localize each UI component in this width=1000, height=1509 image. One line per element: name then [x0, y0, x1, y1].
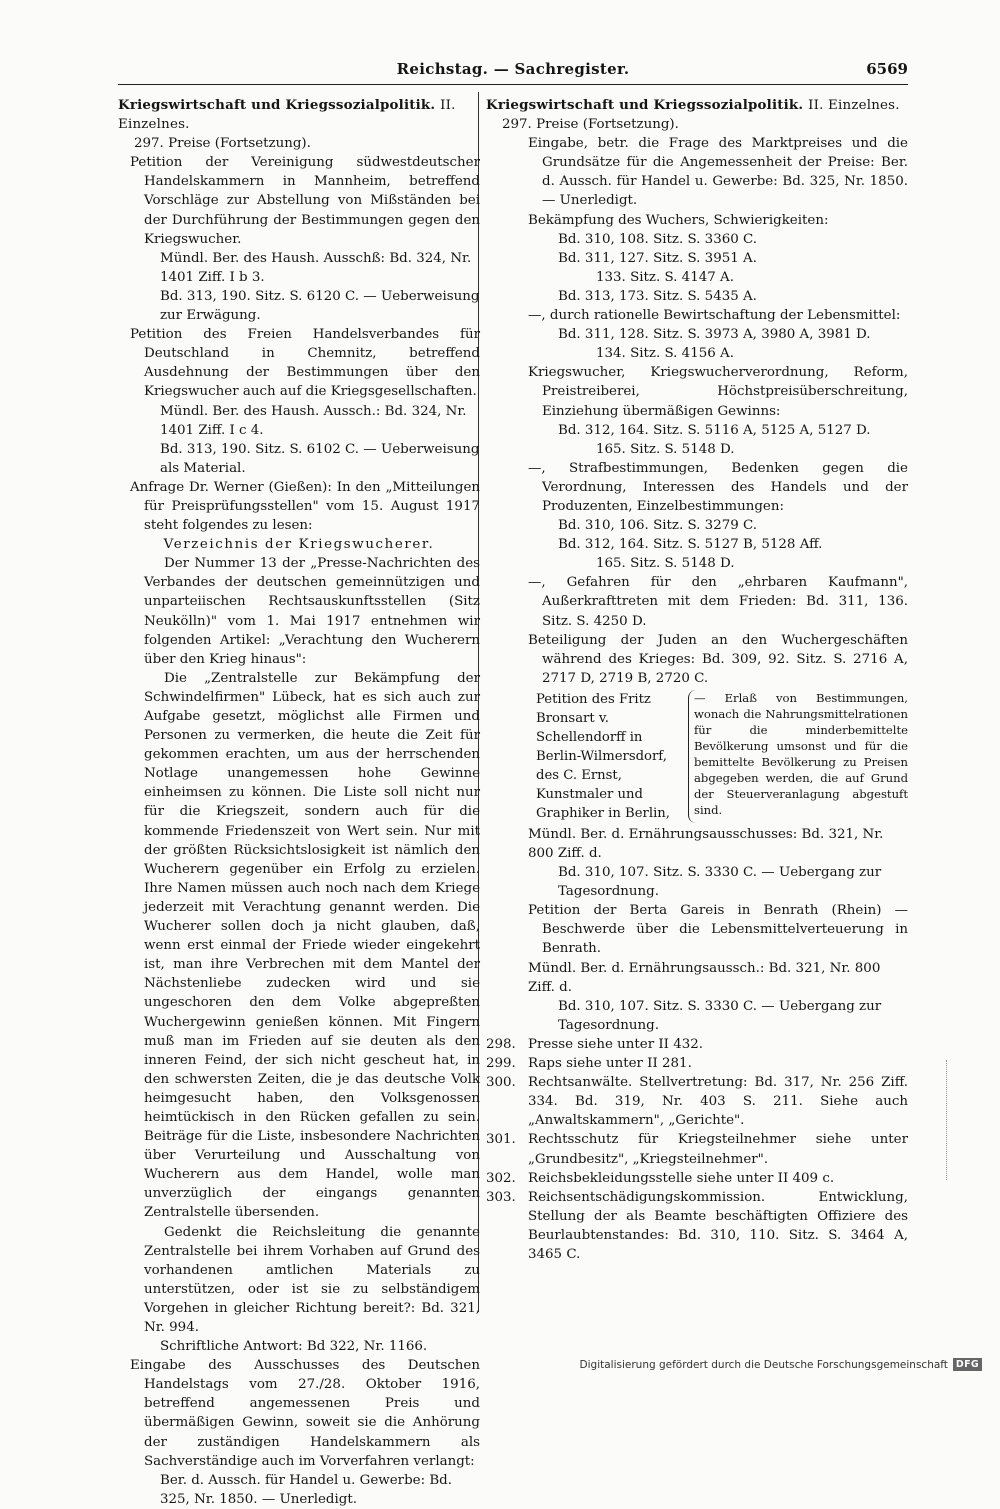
footer: [580, 1358, 982, 1371]
index-entry-line: —, Gefahren für den „ehrbaren Kaufmann", Außerkrafttreten mit dem Frieden: Bd. 311, 136. Sitz. S. 4250 D.: [528, 575, 908, 629]
dfg-logo: DFG: [953, 1358, 982, 1371]
index-entry-line: Eingabe des Ausschusses des Deutschen Handelstags vom 27./28. Oktober 1916, betreffend angemessenen Preis und übermäßigen Gewinn, soweit sie die Anhörung der zuständigen Handelskammern als Sachverständige auch im Vorverfahren verlangt:: [130, 1358, 480, 1469]
right-section-heading: [486, 96, 908, 115]
index-entry-line: 165. Sitz. S. 5148 D.: [596, 441, 735, 457]
index-entry-line: Verzeichnis der Kriegswucherer.: [163, 537, 435, 553]
entry-text: Presse siehe unter II 432.: [528, 1036, 704, 1052]
index-entry-line: Petition des Freien Handelsverbandes für Deutschland in Chemnitz, betreffend Ausdehnung der Bestimmungen über den Kriegswucher auch auf die Kriegsgesellschaften.: [130, 327, 480, 400]
entry-number: 299.: [486, 1056, 516, 1072]
index-entry-line: Mündl. Ber. des Haush. Aussch.: Bd. 324, Nr. 1401 Ziff. I c 4.: [160, 403, 467, 438]
entry-number: 298.: [486, 1036, 516, 1052]
index-entry-line: Bd. 311, 127. Sitz. S. 3951 A.: [558, 250, 757, 266]
right-entries-a: [486, 134, 908, 688]
index-entry-line: Bd. 310, 106. Sitz. S. 3279 C.: [558, 518, 758, 534]
index-entry-line: Petition der Vereinigung südwestdeutscher Handelskammern in Mannheim, betreffend Vorschläge zur Abstellung von Mißständen bei der Durchführung der Bestimmungen gegen den Kriegswucher.: [130, 155, 480, 247]
entry-number: 303.: [486, 1189, 516, 1205]
index-entry-line: —, Strafbestimmungen, Bedenken gegen die Verordnung, Interessen des Handels und der Produzenten, Einzelbestimmungen:: [528, 460, 908, 514]
petition-petitioners: Petition des Fritz Bronsart v. Schellendorff in Berlin-Wilmersdorf, des C. Ernst, Kunstmaler und Graphiker in Berlin,: [536, 691, 670, 821]
numbered-entry: [486, 1130, 908, 1168]
scan-artifact: [946, 1060, 949, 1180]
entry-number: 302.: [486, 1170, 516, 1186]
index-entry-line: Schriftliche Antwort: Bd 322, Nr. 1166.: [160, 1339, 428, 1355]
index-entry-line: Bd. 311, 128. Sitz. S. 3973 A, 3980 A, 3981 D.: [558, 327, 871, 343]
index-entry-line: Bd. 312, 164. Sitz. S. 5127 B, 5128 Aff.: [558, 537, 823, 553]
left-column: [118, 96, 480, 1509]
numbered-entry: [486, 1073, 908, 1130]
index-entry-line: 134. Sitz. S. 4156 A.: [596, 346, 734, 362]
index-entry-line: Mündl. Ber. d. Ernährungsausschusses: Bd. 321, Nr. 800 Ziff. d.: [528, 826, 884, 861]
index-entry-line: —, durch rationelle Bewirtschaftung der Lebensmittel:: [528, 308, 901, 324]
left-subheading: 297. Preise (Fortsetzung).: [134, 136, 311, 152]
left-heading-main: Kriegswirtschaft und Kriegssozialpolitik.: [118, 97, 436, 113]
numbered-entry: [486, 1054, 908, 1073]
index-entry-line: Bd. 313, 173. Sitz. S. 5435 A.: [558, 288, 757, 304]
index-entry-line: Bd. 310, 107. Sitz. S. 3330 C. — Uebergang zur Tagesordnung.: [558, 865, 882, 900]
index-entry-line: 165. Sitz. S. 5148 D.: [596, 556, 735, 572]
index-entry-line: Die „Zentralstelle zur Bekämpfung der Schwindelfirmen" Lübeck, hat es sich auch zur Aufgabe gesetzt, möglichst alle Firmen und Personen zu vermerken, die heute die Zeit für gekommen erachten, um aus der herrschenden Notlage unangemessen hohe Gewinne einheimsen zu können. Die Liste soll nicht nur für die Kriegszeit, sondern auch für die kommende Friedenszeit von Wert sein. Nur mit der größten Rücksichtslosigkeit ist nämlich den Wucherern gegenüber ein Erfolg zu erzielen. Ihre Namen müssen auch noch nach dem Kriege jederzeit mit Verachtung genannt werden. Die Wucherer sollen doch ja nicht glauben, daß, wenn erst einmal der Friede wieder eingekehrt ist, man ihre Verbrechen mit dem Mantel der Nächstenliebe zudecken wird und sie ungeschoren den dem Volke abgepreßten Wuchergewinn genießen können. Mit Fingern muß man im Frieden auf sie deuten als den inneren Feind, der sich nicht gescheut hat, in den schwersten Zeiten, die je das deutsche Volk heimgesucht haben, den Volksgenossen heimtückisch in den Rücken gefallen zu sein. Beiträge für die Liste, insbesondere Nachrichten über Verurteilung und Ausschaltung von Wucherern aus dem Handel, wolle man unverzüglich der eingangs genannten Zentralstelle übersenden.: [144, 670, 480, 1221]
index-entry-line: Bd. 313, 190. Sitz. S. 6102 C. — Ueberweisung als Material.: [160, 441, 480, 476]
entry-number: 301.: [486, 1132, 516, 1148]
right-heading-main: Kriegswirtschaft und Kriegssozialpolitik.: [486, 97, 804, 113]
index-entry-line: Der Nummer 13 der „Presse-Nachrichten des Verbandes der deutschen gemeinnützigen und unparteiischen Rechtsauskunftsstellen (Sitz Neukölln)" vom 1. Mai 1917 entnehmen wir folgenden Artikel: „Verachtung den Wucherern über den Krieg hinaus":: [144, 556, 480, 667]
numbered-entry: [486, 1035, 908, 1054]
page-number: 6569: [866, 60, 908, 78]
index-entry-line: Mündl. Ber. d. Ernährungsaussch.: Bd. 321, Nr. 800 Ziff. d.: [528, 960, 881, 995]
index-entry-line: Anfrage Dr. Werner (Gießen): In den „Mitteilungen für Preisprüfungsstellen" vom 15. August 1917 steht folgendes zu lesen:: [130, 479, 480, 534]
index-entry-line: Beteiligung der Juden an den Wuchergeschäften während des Krieges: Bd. 309, 92. Sitz. S. 2716 A, 2717 D, 2719 B, 2720 C.: [528, 632, 908, 686]
entry-text: Reichsbekleidungsstelle siehe unter II 409 c.: [528, 1170, 835, 1186]
index-entry-line: Gedenkt die Reichsleitung die genannte Zentralstelle bei ihrem Vorhaben auf Grund des vorhandenen amtlichen Materials zu unterstützen, oder ist sie zu selbständigem Vorgehen in gleicher Richtung bereit?: Bd. 321, Nr. 994.: [144, 1224, 480, 1335]
index-entry-line: Mündl. Ber. des Haush. Ausschß: Bd. 324, Nr. 1401 Ziff. I b 3.: [160, 250, 472, 285]
petition-bracket-block: [486, 690, 908, 823]
right-column: [486, 96, 908, 1264]
entry-text: Raps siehe unter II 281.: [528, 1056, 692, 1072]
petition-subject: — Erlaß von Bestimmungen, wonach die Nahrungsmittelrationen für die minderbemittelte Bevölkerung umsonst und für die bemittelte Bevölkerung zu Preisen abgegeben werden, die auf Grund der Steuerveranlagung abgestuft sind.: [688, 690, 908, 823]
index-entry-line: Ber. d. Aussch. für Handel u. Gewerbe: Bd. 325, Nr. 1850. — Unerledigt.: [160, 1472, 453, 1507]
index-entry-line: Bd. 312, 164. Sitz. S. 5116 A, 5125 A, 5127 D.: [558, 422, 871, 438]
footer-text: Digitalisierung gefördert durch die Deutsche Forschungsgemeinschaft: [579, 1358, 948, 1371]
entry-text: Rechtsschutz für Kriegsteilnehmer siehe unter „Grundbesitz", „Kriegsteilnehmer".: [528, 1132, 908, 1167]
index-entry-line: Petition der Berta Gareis in Benrath (Rhein) — Beschwerde über die Lebensmittelverteuerung in Benrath.: [528, 903, 908, 957]
right-heading-suffix: II. Einzelnes.: [808, 98, 900, 113]
left-section-heading: [118, 96, 480, 134]
left-entries: [118, 153, 480, 1509]
left-heading-suffix: II. Einzelnes.: [118, 98, 456, 133]
index-entry-line: Bekämpfung des Wuchers, Schwierigkeiten:: [528, 212, 829, 228]
header-title: Reichstag. — Sachregister.: [396, 60, 630, 78]
numbered-entry: [486, 1169, 908, 1188]
right-subheading: 297. Preise (Fortsetzung).: [502, 117, 679, 133]
index-entry-line: 133. Sitz. S. 4147 A.: [596, 269, 734, 285]
numbered-entries: [486, 1035, 908, 1264]
index-entry-line: Bd. 310, 108. Sitz. S. 3360 C.: [558, 231, 758, 247]
entry-number: 300.: [486, 1075, 516, 1091]
entry-text: Reichsentschädigungskommission. Entwicklung, Stellung der als Beamte beschäftigten Offiziere des Beurlaubtenstandes: Bd. 310, 110. Sitz. S. 3464 A, 3465 C.: [528, 1189, 908, 1262]
index-entry-line: Eingabe, betr. die Frage des Marktpreises und die Grundsätze für die Angemessenheit der Preise: Ber. d. Aussch. für Handel u. Gewerbe: Bd. 325, Nr. 1850. — Unerledigt.: [528, 136, 908, 209]
page-header: [118, 58, 908, 85]
right-entries-b: [486, 825, 908, 1035]
index-entry-line: Bd. 310, 107. Sitz. S. 3330 C. — Uebergang zur Tagesordnung.: [558, 998, 882, 1033]
numbered-entry: [486, 1188, 908, 1264]
entry-text: Rechtsanwälte. Stellvertretung: Bd. 317, Nr. 256 Ziff. 334. Bd. 319, Nr. 403 S. 211. Siehe auch „Anwaltskammern", „Gerichte".: [528, 1075, 908, 1129]
index-entry-line: Bd. 313, 190. Sitz. S. 6120 C. — Ueberweisung zur Erwägung.: [160, 288, 480, 324]
index-entry-line: Kriegswucher, Kriegswucherverordnung, Reform, Preistreiberei, Höchstpreisüberschreitung, Einziehung übermäßigen Gewinns:: [528, 365, 908, 419]
